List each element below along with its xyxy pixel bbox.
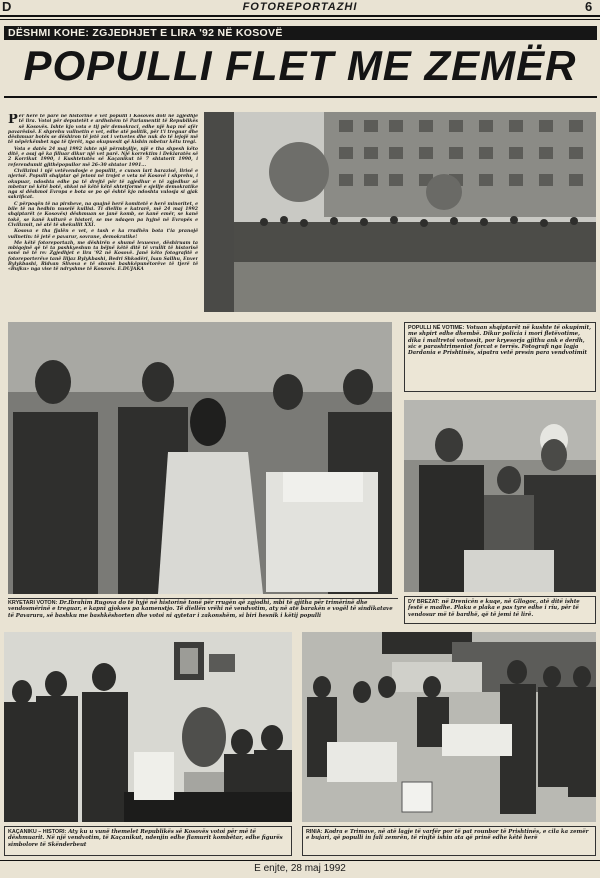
caption-lead: RINIA: [306, 829, 323, 835]
section-letter: D [2, 0, 12, 14]
article-body [8, 114, 198, 314]
article-paragraph: Kosova e tha fjalën e vet, e tash e ka rradhën bota t'ia pranojë vullnetin: të jetë e pavarur, sovrane, demokratike! [8, 229, 198, 240]
article-paragraph: ër herë të parë në historinë e vet populli i Kosovës doli në zgjedhje të lira. Votoi për deputetët e ardhshëm të Parlamentit të Republikës së Kosovës. Ishte kjo vota e tij për demokraci, edhe një hap më afër pavarësisë. E shprehu vullnetin e vet, edhe atë politik, për t'i treguar dhe dëshmuar botës se dëshiron të jetë zot i vetvetes dhe nuk do të lejojë më të nëpërkëmbet nga të tjerët, nga okupuesit që kishin mbetur këtu tregi. [8, 114, 198, 146]
caption-text: në Drenicën e kuqe, në Gllogoc, atë ditë ishte festë e madhe. Plaku e plaka e pas tyre edhe i rïu, për të vendosur më të bardhë, që të jemi të lirë. [408, 599, 580, 618]
photo-rugova-voting [8, 322, 392, 594]
article-paragraph: Civilizimi i një vetëvendosje e popullit, e cunon lart barazisë, lirisë e njerisë. Populli shqiptar që jetoni në trojet e veta në Kosovë i shprehu, i okupuar, ndoshta edhe pa të drejtë për të zgjedhur e të zgjedhur së mbetur në këtë botë, shkoi në këtë këtë shtetformë e sjellje demokratike nga si dëshmoi Evropa e bota se po që është kjo ndoshta vulosja si gjak sakrificat. [8, 168, 198, 201]
page-number: 6 [585, 0, 593, 14]
article-paragraph: C përpoqën të na pirsheve, na quajnë herë komitetë e herë minoritet, e bile të na hedhin nuselë kullisi. Ti diellin e katrarë, më 24 maj 1992 shqiptarët (e Kosovës) dëshmuan se janë komb, se kanë emër, se kanë tokë, se kanë kulturë e histori, se me ndaqen pa hyjnë në Evropës e Civilizmit, në atë të shekullit XXI. [8, 201, 198, 228]
caption-text: Aty ku u vunë themelet Republikës së Kosovës votoi për më të dëshmuarit. Në një vendvotim, të Kaçanikut, ndenjin edhe flamurit kombëtar, edhe figurës simbolore të Skënderbeut [8, 829, 283, 848]
footer-date: E enjte, 28 maj 1992 [254, 863, 346, 874]
drop-cap: P [8, 114, 18, 127]
footer-rule [0, 860, 600, 861]
caption-rinia [302, 826, 596, 856]
photo-crowd-dardania [204, 112, 596, 312]
caption-populli-ne-votime [404, 322, 596, 392]
article-paragraph: Vota e datës 24 maj 1992 ishte një përmbyllje, një e tha shpesh këto ditë, e asaj që ka filluar dikur një vet parë. Një korrektim i Deklaratës së 2 Korrikut 1990, i Kushtetutës së Kaçanikut të 7 shtatorit 1990, i referendumit gjithëpopullor më 26–30 shtator 1991... [8, 146, 198, 168]
photo-rinia [302, 632, 596, 822]
caption-kryetari-voton [8, 598, 398, 624]
caption-lead: KRYETARI VOTON: [8, 600, 58, 606]
kicker: DËSHMI KOHE: ZGJEDHJET E LIRA '92 NË KOSOVË [4, 26, 597, 40]
caption-dy-brezat [404, 596, 596, 624]
headline-rule [4, 96, 597, 98]
caption-kacaniku-histori [4, 826, 292, 856]
page-title: POPULLI FLET ME ZEMËR [23, 42, 577, 89]
caption-text: Votuan shqiptarët në kushte të okupimit, me shpirt edhe dhembë. Dikur policia i mori fletëvotime, dika i maltretoi votuesit, por kryesorja gjithu ank e derdh, sic e parashtrimeniot forcat e terrës. Fotografi nga lagja Dardania e Prishtinës, sipatra vetë presin para vendvotimit [408, 325, 591, 357]
photo-dy-brezat [404, 400, 596, 592]
header-rule-thin [0, 19, 600, 20]
header-rule [0, 15, 600, 17]
caption-text: Kodra e Trimave, në atë lagje të varfër por të pat rounbor të Prishtinës, e cila ka zemër e bujari, që populli in fali zemrën, të rinjtë ishin ata që prinë edhe këtë herë [306, 829, 589, 842]
section-title: FOTOREPORTAZHI [242, 1, 358, 13]
caption-text: Dr.Ibrahim Rugova do të hyjë në historinë tonë për rrugën që zgjodhi, mbi të gjitha për trimërinë dhe vendosmërinë e treguar, e kapni gjokses pa kamenstjo. Të diellën vrëhi në vendvotim, aty në atë barakën e vogël të sindikatave të Pavarura, së bashku me bashkëshorten dhe votoi ni qytetar i zakonshëm, si biri hesnik i këtij populli [8, 600, 393, 619]
caption-lead: KAÇANIKU – HISTORI: [8, 829, 67, 835]
photo-kacaniku [4, 632, 292, 822]
caption-lead: DY BREZAT: [408, 599, 440, 605]
article-paragraph: Me këtë fotoreportazh, me dëshirën e shumë lexuesve, dëshiruam ta mbiqojnë që të ta pashkyeshun ta bëjnë këtë ditë të vrullit të historisë sonë në të re: Zgjedhjet e lira '92 në Kosovë. Janë këto fotografitë e fotoreporterëve tanë Ilijaz Bylykbashi, Bedri Shkodëri, Isan Sallhu, Enver Bylykbashi, Ridvan Slivova e të shumë bashkëpunëtorëve të tjerë të «Bujku» nga vise të ndryshme të Kosovës. E.DUJAKA [8, 240, 198, 273]
page-header [0, 0, 600, 14]
caption-lead: POPULLI NË VOTIME: [408, 325, 465, 331]
